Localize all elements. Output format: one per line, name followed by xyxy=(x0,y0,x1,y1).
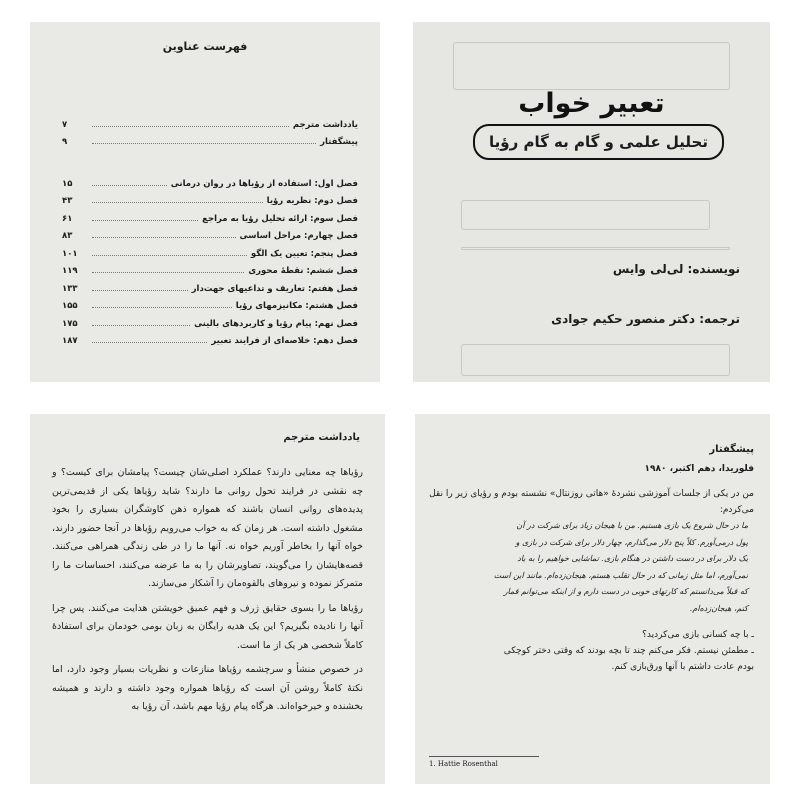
preface-intro: من در یکی از جلسات آموزشی نشردهٔ «هاتی روزنتال» نشسته بودم و رؤیای زیر را نقل می‌کردم: xyxy=(429,489,754,515)
toc-row xyxy=(62,259,358,277)
toc-entry-page: ۶۱ xyxy=(62,213,73,224)
note-paragraph: در خصوص منشأ و سرچشمه رؤیاها منازعات و نظریات بسیار وجود دارد، اما نکتهٔ کاملاً روشن آن است که رؤیاها همواره وجود داشته و دارند و همیشه بخشنده و خیرخواه‌اند. هرگاه پیام رؤیا مهم باشد، آن رؤیا به xyxy=(52,664,363,712)
translator-note-body xyxy=(52,464,363,723)
toc-leader-dots xyxy=(92,342,207,343)
toc-entry-page: ۱۷۵ xyxy=(62,318,78,329)
toc-entry-label: فصل هفتم: تعاریف و تداعیهای جهت‌دار xyxy=(191,283,358,294)
preface-date: فلوریدا، دهم اکتبر، ۱۹۸۰ xyxy=(644,464,754,474)
toc-row xyxy=(62,224,358,242)
toc-page xyxy=(30,22,380,382)
dialog-line: ـ با چه کسانی بازی می‌کردید؟ xyxy=(642,630,754,640)
footnote-rule xyxy=(429,756,539,757)
toc-entry-page: ۱۵ xyxy=(62,178,73,189)
toc-entry-label: فصل پنجم: تعیین یک الگو xyxy=(250,248,358,259)
toc-row xyxy=(62,276,358,294)
toc-row xyxy=(62,130,358,148)
book-translator: ترجمه: دکتر منصور حکیم جوادی xyxy=(551,312,740,326)
toc-row xyxy=(62,189,358,207)
preface-heading: پیشگفتار xyxy=(709,444,754,455)
toc-leader-dots xyxy=(92,202,263,203)
toc-entry-page: ۷ xyxy=(62,119,68,130)
toc-entry-page: ۹ xyxy=(62,137,68,147)
quote-line: نمی‌آورم، اما مثل زمانی که در حال تقلب هستم، هیجان‌زده‌ام. مانند این است xyxy=(493,570,748,580)
toc-entry-label: فصل ششم: نقطهٔ محوری xyxy=(248,266,358,276)
dialog-line: ـ مطمئن نیستم. فکر می‌کنم چند تا بچه بودند که وقتی دختر کوچکی xyxy=(503,646,754,656)
quote-line: کنم، هیجان‌زده‌ام. xyxy=(689,603,748,613)
toc-row xyxy=(62,329,358,347)
quote-line: ما در حال شروع یک بازی هستیم. من با هیجان زیاد برای شرکت در آن xyxy=(516,521,748,530)
quote-line: پول درمی‌آورم. کلاً پنج دلار می‌گذارم، چهار دلار برای شرکت در بازی و xyxy=(515,537,748,547)
toc-row xyxy=(62,294,358,312)
book-author: نویسنده: لی‌لی وایس xyxy=(612,262,740,276)
toc-row xyxy=(62,206,358,224)
toc-leader-dots xyxy=(92,255,247,256)
toc-entry-label: فصل دوم: نظریه رؤیا xyxy=(266,196,358,206)
book-subtitle-box xyxy=(473,124,724,160)
toc-entry-label: فصل هشتم: مکانیزمهای رؤیا xyxy=(235,301,358,311)
toc-entry-label: فصل سوم: ارائه تحلیل رؤیا به مراجع xyxy=(202,213,358,224)
cover-page xyxy=(413,22,770,382)
preface-page xyxy=(415,414,770,784)
toc-entry-page: ۸۳ xyxy=(62,231,73,241)
note-paragraph: رؤیاها چه معنایی دارند؟ عملکرد اصلی‌شان چیست؟ پیامشان برای کیست؟ و چه نقشی در فرایند تحول روانی ما دارند؟ شاید رؤیاها یکی از قدیمی‌ترین پدیده‌های روانی انسان باشند که همواره ذهن کاوشگران بسیاری را بخود مشغول داشته است. هر زمان که به خواب می‌رویم رؤیاها در آنجا حضور دارند، خواه آنها را بخاطر آوریم خواه نه. آنها ما را در طی زندگی همراهی می‌کنند. قصه‌هایشان را می‌گویند، تصاویرشان را به ما عرضه می‌کنند، احساسات ما را متمرکز نموده و نیروهای بالقوه‌مان را آشکار می‌سازند. xyxy=(52,467,363,589)
toc-entry-page: ۴۳ xyxy=(62,196,73,206)
toc-row xyxy=(62,241,358,259)
faint-stamp-bottom xyxy=(461,344,730,376)
toc-entry-label: فصل اول: استفاده از رؤیاها در روان درمانی xyxy=(170,178,358,189)
toc-entry-page: ۱۵۵ xyxy=(62,301,78,311)
toc-row xyxy=(62,311,358,329)
toc-row xyxy=(62,171,358,189)
toc-leader-dots xyxy=(92,272,244,273)
toc-entry-label: یادداشت مترجم xyxy=(292,119,358,130)
toc-leader-dots xyxy=(92,185,167,186)
toc-entry-page: ۱۳۳ xyxy=(62,283,78,294)
translator-note-heading: یادداشت مترجم xyxy=(283,432,360,443)
translator-note-page xyxy=(30,414,385,784)
footnote: 1. Hattie Rosenthal xyxy=(429,760,498,768)
preface-body xyxy=(429,486,754,675)
faint-stamp-top xyxy=(453,42,730,90)
toc-entry-label: فصل نهم: پیام رؤیا و کاربردهای بالینی xyxy=(194,318,358,329)
toc-leader-dots xyxy=(92,143,316,144)
toc-leader-dots xyxy=(92,290,188,291)
quote-line: که قبلاً می‌دانستم که کارتهای خوبی در دست دارم و از اینکه می‌توانم قمار xyxy=(503,587,748,596)
toc-leader-dots xyxy=(92,307,232,308)
toc-entry-page: ۱۰۱ xyxy=(62,248,78,259)
toc-title: فهرست عناوین xyxy=(162,40,248,53)
toc-entry-label: فصل دهم: خلاصه‌ای از فرایند تعبیر xyxy=(211,336,358,346)
book-title: تعبیر خواب xyxy=(518,88,665,119)
faint-stamp-middle xyxy=(461,200,710,230)
toc-entry-page: ۱۸۷ xyxy=(62,336,78,346)
toc-leader-dots xyxy=(92,325,190,326)
faint-line-1 xyxy=(461,247,730,250)
toc-entry-page: ۱۱۹ xyxy=(62,266,78,276)
quote-line: یک دلار برای در دست داشتن در هنگام بازی. تماشایی خواهیم را به یاد xyxy=(517,554,748,563)
dialog-line: بودم عادت داشتم با آنها ورق‌بازی کنم. xyxy=(611,662,754,672)
toc-entry-label: فصل چهارم: مراحل اساسی xyxy=(239,231,358,241)
note-paragraph: رؤیاها ما را بسوی حقایق ژرف و فهم عمیق خویشتن هدایت می‌کنند. پس چرا آنها را نادیده بگیریم؟ این یک هدیه رایگان به زبان بومی خودمان برای استفادهٔ کاملاً شخصی هر یک از ما است. xyxy=(52,602,363,651)
toc-leader-dots xyxy=(92,220,198,221)
toc-leader-dots xyxy=(92,237,236,238)
book-subtitle: تحلیل علمی و گام به گام رؤیا xyxy=(489,133,708,151)
toc-list xyxy=(62,112,358,346)
toc-leader-dots xyxy=(92,126,289,127)
toc-entry-label: پیشگفتار xyxy=(320,137,358,147)
toc-row xyxy=(62,112,358,130)
